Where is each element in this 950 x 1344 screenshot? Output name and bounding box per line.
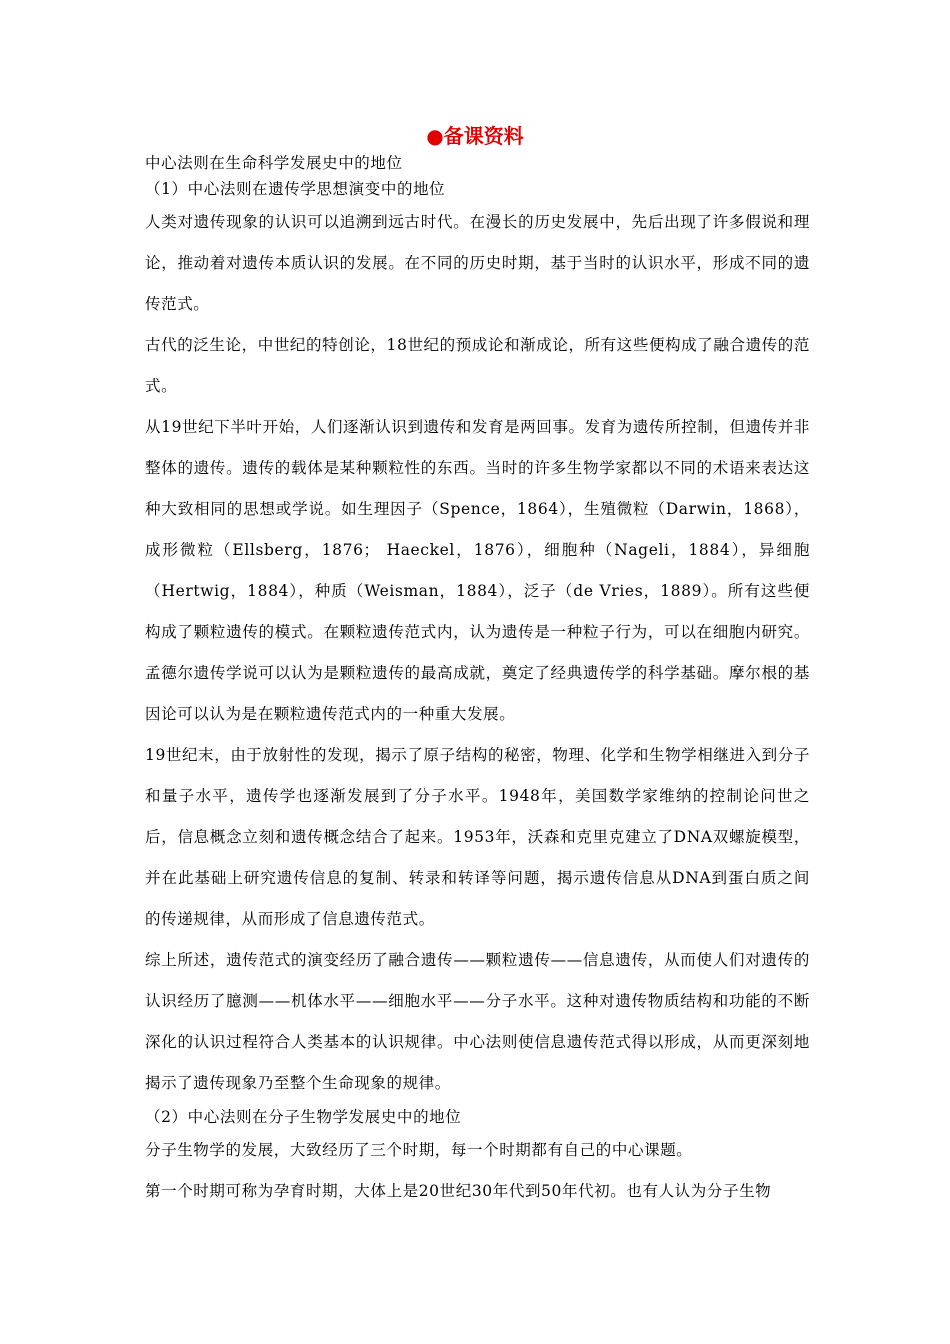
section-1-heading: （1）中心法则在遗传学思想演变中的地位 — [145, 180, 446, 198]
paragraph-3: 从19世纪下半叶开始，人们逐渐认识到遗传和发育是两回事。发育为遗传所控制，但遗传并非整体的遗传。遗传的载体是某种颗粒性的东西。当时的许多生物学家都以不同的术语来表达这种大致相同的思想或学说。如生理因子（Spence，1864），生殖微粒（Darwin，1868），成形微粒（Ellsberg，1876； Haeckel，1876），细胞种（Nageli，1884），异细胞（Hertwig，1884），种质（Weisman，1884），泛子（de Vries，1889）。所有这些便构成了颗粒遗传的模式。在颗粒遗传范式内，认为遗传是一种粒子行为，可以在细胞内研究。孟德尔遗传学说可以认为是颗粒遗传的最高成就，奠定了经典遗传学的科学基础。摩尔根的基因论可以认为是在颗粒遗传范式内的一种重大发展。 — [145, 418, 810, 723]
paragraph-7: 第一个时期可称为孕育时期，大体上是20世纪30年代到50年代初。也有人认为分子生物 — [145, 1182, 772, 1200]
paragraph-1: 人类对遗传现象的认识可以追溯到远古时代。在漫长的历史发展中，先后出现了许多假说和理论，推动着对遗传本质认识的发展。在不同的历史时期，基于当时的认识水平，形成不同的遗传范式。 — [145, 213, 810, 313]
paragraph-2: 古代的泛生论，中世纪的特创论，18世纪的预成论和渐成论，所有这些便构成了融合遗传的范式。 — [145, 336, 810, 395]
paragraph-5: 综上所述，遗传范式的演变经历了融合遗传——颗粒遗传——信息遗传，从而使人们对遗传的认识经历了臆测——机体水平——细胞水平——分子水平。这种对遗传物质结构和功能的不断深化的认识过程符合人类基本的认识规律。中心法则使信息遗传范式得以形成，从而更深刻地揭示了遗传现象乃至整个生命现象的规律。 — [145, 951, 810, 1092]
paragraph-6: 分子生物学的发展，大致经历了三个时期，每一个时期都有自己的中心课题。 — [145, 1141, 693, 1159]
document-body — [145, 150, 810, 1212]
subtitle: 中心法则在生命科学发展史中的地位 — [145, 154, 403, 172]
section-2-heading: （2）中心法则在分子生物学发展史中的地位 — [145, 1108, 462, 1126]
document-title: ●备课资料 — [426, 124, 524, 148]
paragraph-4: 19世纪末，由于放射性的发现，揭示了原子结构的秘密，物理、化学和生物学相继进入到分子和量子水平，遗传学也逐渐发展到了分子水平。1948年，美国数学家维纳的控制论问世之后，信息概念立刻和遗传概念结合了起来。1953年，沃森和克里克建立了DNA双螺旋模型，并在此基础上研究遗传信息的复制、转录和转译等问题，揭示遗传信息从DNA到蛋白质之间的传递规律，从而形成了信息遗传范式。 — [145, 746, 810, 928]
